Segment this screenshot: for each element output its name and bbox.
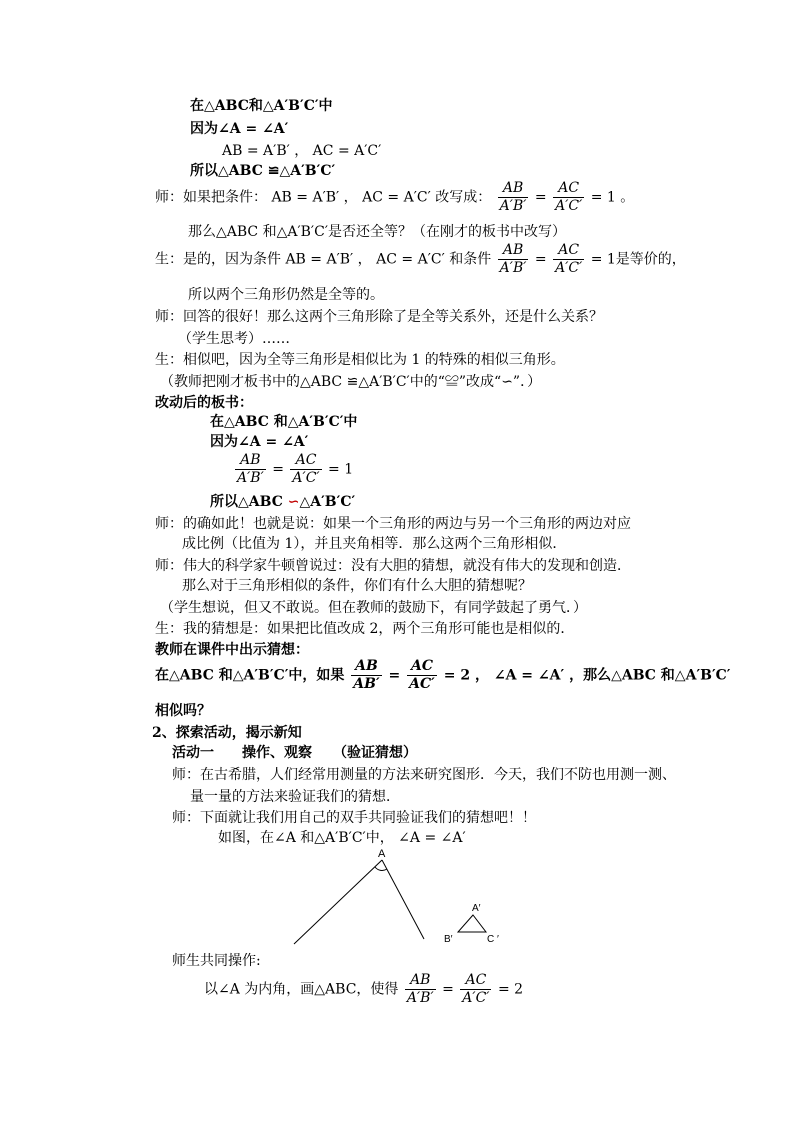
teacher-line-4a: 师：的确如此！也就是说：如果一个三角形的两边与另一个三角形的两边对应 xyxy=(155,516,631,532)
fraction-ac xyxy=(290,452,321,487)
teacher-line-1-text: 师：如果把条件： AB = A′B′ ， AC = A′C′ 改写成： xyxy=(155,189,492,206)
frac-num: AC xyxy=(553,180,584,198)
board2-line4-post: △A′B′C′ xyxy=(299,494,356,510)
operation-heading: 师生共同操作: xyxy=(172,953,261,969)
frac-den: A′C′ xyxy=(292,470,320,486)
frac-den: A′B′ xyxy=(237,470,264,486)
board2-line1: 在△ABC 和△A′B′C′中 xyxy=(210,414,358,430)
teacher-line-1-post: = 1 。 xyxy=(590,189,635,206)
guess-line: 在△ABC 和△A′B′C′中，如果 $\frac{AB}{AB'}$ = $\frac{AC}{AC'}$ = 2 ， ∠A = ∠A′ ，那么△ABC 和△A′B′C′ xyxy=(155,658,731,692)
teacher-line-5b: 那么对于三角形相似的条件，你们有什么大胆的猜想呢？ xyxy=(182,578,532,594)
teacher-line-5a: 师：伟大的科学家牛顿曾说过：没有大胆的猜想，就没有伟大的发现和创造． xyxy=(155,558,631,574)
student-note-2: （学生想说，但又不敢说。但在教师的鼓励下，有同学鼓起了勇气．） xyxy=(160,600,587,616)
student-thinking: （学生思考）…… xyxy=(178,331,290,347)
angle-ray-right xyxy=(382,860,424,939)
board1-line4: 所以△ABC ≌△A′B′C′ xyxy=(190,163,336,179)
angle-arc xyxy=(375,867,387,870)
label-b-prime: B′ xyxy=(444,934,453,945)
operation-line: 以∠A 为内角，画△ABC，使得 $\frac{AB}{A'B'}$ = $\frac{AC}{A'C'}$ = 2 xyxy=(204,972,524,1006)
label-a: A xyxy=(378,848,386,860)
fraction-ab xyxy=(405,972,436,1007)
frac-num: AC xyxy=(460,972,491,990)
board2-line4-pre: 所以△ABC xyxy=(210,494,288,510)
fraction-ab xyxy=(351,658,381,693)
operation-post: = 2 xyxy=(497,981,524,998)
teacher-line-3: 师：回答的很好！那么这两个三角形除了是全等关系外，还是什么关系？ xyxy=(155,309,603,325)
frac-den: AC′ xyxy=(409,676,435,692)
student-line-2: 所以两个三角形仍然是全等的。 xyxy=(188,287,384,303)
student-line-3: 生：相似吧，因为全等三角形是相似比为 1 的特殊的相似三角形。 xyxy=(155,352,565,368)
board1-line2: 因为∠A = ∠A′ xyxy=(190,121,289,137)
student-line-1-text: 生：是的，因为条件 AB = A′B′ ， AC = A′C′ 和条件 xyxy=(155,251,492,268)
fraction-ab xyxy=(498,242,529,277)
fraction-ac xyxy=(553,180,584,215)
board2-line2: 因为∠A = ∠A′ xyxy=(210,434,309,450)
frac-den: A′C′ xyxy=(555,198,583,214)
frac-den: A′C′ xyxy=(555,260,583,276)
fraction-ac xyxy=(407,658,437,693)
student-line-1-post: = 1是等价的， xyxy=(590,251,686,268)
board2-ratio: $\frac{AB}{A'B'}$ = $\frac{AC}{A'C'}$ = 1 xyxy=(237,452,354,486)
board2-line4 xyxy=(210,494,355,510)
frac-num: AB xyxy=(498,242,529,260)
frac-num: AB xyxy=(351,658,381,676)
board2-eq: = 1 xyxy=(328,461,354,478)
teacher-line-6a: 师：在古希腊，人们经常用测量的方法来研究图形．今天，我们不防也用测一测、 xyxy=(172,767,676,783)
fraction-ab xyxy=(235,452,266,487)
teacher-note-1: （教师把刚才板书中的△ABC ≌△A′B′C′中的“≌”改成“∽”．） xyxy=(160,374,542,390)
angle-ray-left xyxy=(294,860,382,944)
frac-den: A′B′ xyxy=(499,260,527,276)
teacher-line-1: 师：如果把条件： AB = A′B′ ， AC = A′C′ 改写成： $\frac{AB}{A'B'}$ = $\frac{AC}{A'C'}$ = 1 。 xyxy=(155,180,635,214)
figure-caption: 如图，在∠A 和△A′B′C′中， ∠A = ∠A′ xyxy=(218,830,466,846)
frac-num: AB xyxy=(405,972,436,990)
teacher-line-7: 师：下面就让我们用自己的双手共同验证我们的猜想吧！！ xyxy=(172,810,536,826)
operation-text: 以∠A 为内角，画△ABC，使得 xyxy=(204,981,399,998)
frac-den: A′C′ xyxy=(462,990,490,1006)
guess-continuation: 相似吗？ xyxy=(155,703,211,719)
frac-num: AC xyxy=(290,452,321,470)
teacher-line-4b: 成比例（比值为 1），并且夹角相等．那么这两个三角形相似． xyxy=(182,536,567,552)
heading-guess: 教师在课件中出示猜想： xyxy=(155,642,309,658)
teacher-line-6b: 量一量的方法来验证我们的猜想． xyxy=(190,789,400,805)
teacher-line-2: 那么△ABC 和△A′B′C′是否还全等？（在刚才的板书中改写） xyxy=(188,224,566,240)
label-a-prime: A′ xyxy=(472,903,481,914)
heading-changed-board: 改动后的板书： xyxy=(155,395,253,411)
fraction-ac xyxy=(460,972,491,1007)
fraction-ab xyxy=(498,180,529,215)
activity-heading-1: 活动一 操作、观察 （验证猜想） xyxy=(172,745,417,761)
fraction-ac xyxy=(553,242,584,277)
board1-line1: 在△ABC和△A′B′C′中 xyxy=(190,98,333,114)
student-line-4: 生：我的猜想是：如果把比值改成 2，两个三角形可能也是相似的． xyxy=(155,621,575,637)
frac-num: AB xyxy=(235,452,266,470)
section-heading-2: 2、探索活动，揭示新知 xyxy=(152,725,302,741)
similar-symbol: ∽ xyxy=(287,494,300,510)
student-line-1: 生：是的，因为条件 AB = A′B′ ， AC = A′C′ 和条件 $\frac{AB}{A'B'}$ = $\frac{AC}{A'C'}$ = 1是等价的， xyxy=(155,242,686,276)
guess-mid: = 2 ， ∠A = ∠A′ ，那么△ABC 和△A′B′C′ xyxy=(443,667,731,684)
frac-num: AB xyxy=(498,180,529,198)
frac-num: AC xyxy=(553,242,584,260)
frac-den: AB′ xyxy=(353,676,380,692)
frac-num: AC xyxy=(407,658,437,676)
label-c-prime: C ′ xyxy=(487,934,499,945)
board1-line3: AB = A′B′ ， AC = A′C′ xyxy=(222,143,382,159)
frac-den: A′B′ xyxy=(499,198,527,214)
frac-den: A′B′ xyxy=(406,990,434,1006)
small-triangle xyxy=(458,915,486,932)
guess-text: 在△ABC 和△A′B′C′中，如果 xyxy=(155,667,345,684)
